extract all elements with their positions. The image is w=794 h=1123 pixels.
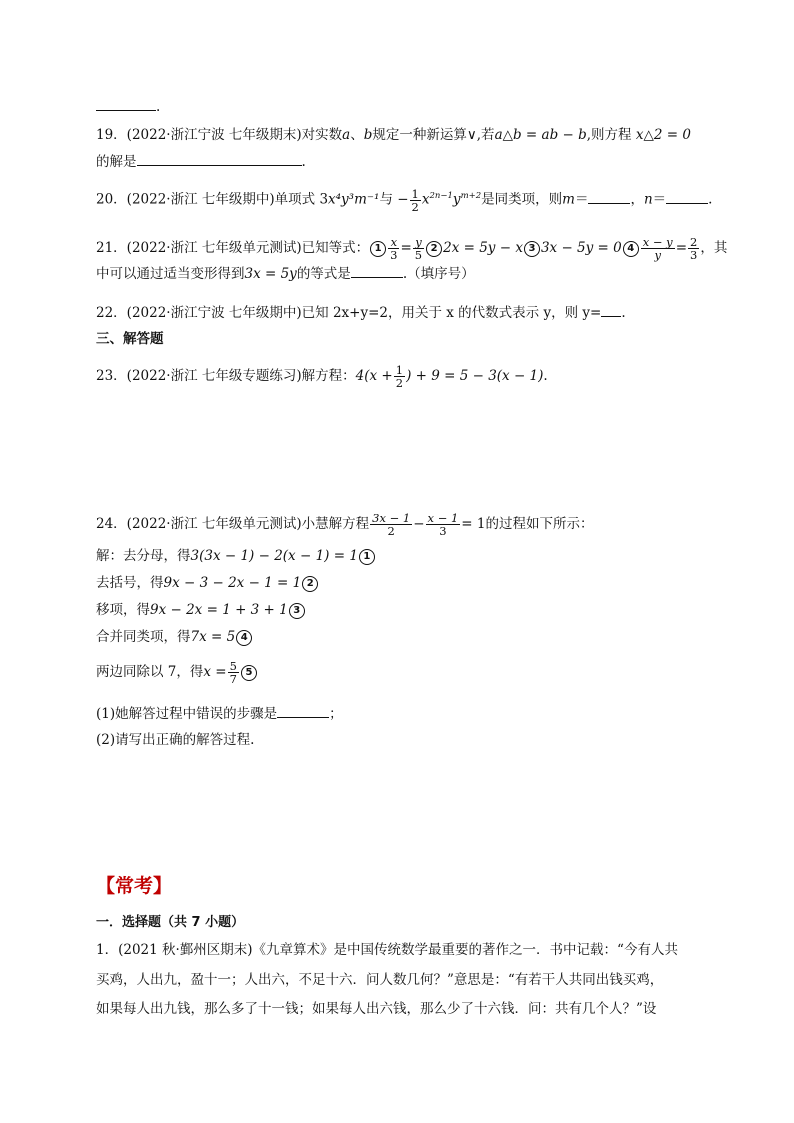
solution-step-4: 合并同类项，得7x = 5 4	[96, 627, 253, 647]
solution-step-2: 去括号，得9x − 3 − 2x − 1 = 1 2	[96, 573, 319, 593]
answer-blank-22[interactable]	[601, 302, 621, 317]
question-24-sub1: (1)她解答过程中错误的步骤是 ；	[96, 703, 343, 724]
q18-tail: .	[96, 96, 160, 117]
solution-step-1: 解：去分母，得3(3x − 1) − 2(x − 1) = 1 1	[96, 546, 376, 566]
section-heading-choice: 一．选择题（共 7 小题）	[96, 915, 245, 930]
problem-1-line1: 1．(2021 秋·鄞州区期末)《九章算术》是中国传统数学最重要的著作之一．书中记载：“今有人共	[96, 942, 678, 958]
solution-step-5: 两边同除以 7，得x = $\frac{5}{7}$ 5	[96, 660, 258, 685]
problem-1-line3: 如果每人出九钱，那么多了十一钱；如果每人出六钱，那么少了十六钱．问：共有几个人？”设	[96, 1001, 657, 1017]
section-title-changkao: 【常考】	[96, 875, 173, 897]
answer-blank-n[interactable]	[666, 189, 708, 204]
answer-blank[interactable]	[96, 96, 156, 111]
question-21: 21．(2022·浙江 七年级单元测试)已知等式： 1 $\frac{x}{3}$ = $\frac{y}{5}$ 2 2x = 5y − x 3 3x − 5y = 0 4 $\frac{x - y}{y}$ = $\frac{2}{3}$ ，其	[96, 235, 728, 262]
question-22: 22．(2022·浙江宁波 七年级期中)已知 2x+y=2，用关于 x 的代数式表示 y，则 y= .	[96, 302, 626, 323]
question-21-line2: 中可以通过适当变形得到3x = 5y的等式是 .（填序号）	[96, 263, 475, 284]
answer-blank-m[interactable]	[588, 189, 630, 204]
problem-1-line2: 买鸡，人出九，盈十一；人出六，不足十六．问人数几何？”意思是：“有若干人共同出钱买鸡，	[96, 972, 664, 988]
question-19: 19．(2022·浙江宁波 七年级期末)对实数a、b规定一种新运算∨,若a△b = ab − b,则方程 x△2 = 0	[96, 127, 691, 143]
answer-blank-21[interactable]	[351, 263, 403, 278]
section-heading-solve: 三、解答题	[96, 331, 164, 347]
question-24-sub2: (2)请写出正确的解答过程.	[96, 732, 255, 748]
answer-blank-24[interactable]	[277, 703, 329, 718]
question-20: 20．(2022·浙江 七年级期中)单项式 3x⁴y³m⁻¹与 − $\frac{1}{2}$ $x^{2n-1}y^{m+2}$是同类项，则m＝ ，n＝ .	[96, 186, 713, 214]
solution-step-3: 移项，得9x − 2x = 1 + 3 + 1 3	[96, 600, 306, 620]
fraction: $\frac{1}{2}$	[411, 186, 419, 214]
question-19-line2: 的解是 .	[96, 151, 306, 172]
answer-blank-19[interactable]	[137, 151, 302, 166]
question-23: 23．(2022·浙江 七年级专题练习)解方程：4(x + $\frac{1}{2}$ ) + 9 = 5 − 3(x − 1).	[96, 363, 548, 390]
question-24: 24．(2022·浙江 七年级单元测试)小慧解方程 $\frac{3x - 1}{2}$ − $\frac{x - 1}{3}$ = 1的过程如下所示：	[96, 511, 594, 538]
